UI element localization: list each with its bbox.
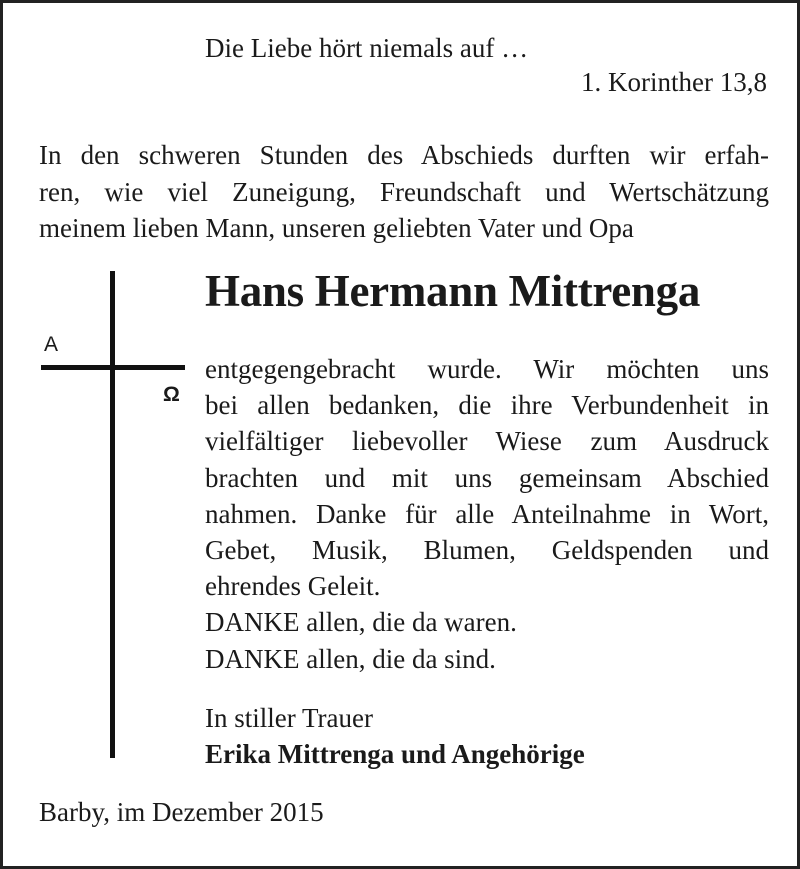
- body-text: [205, 351, 769, 677]
- intro-line: ren, wie viel Zuneigung, Freundschaft und Wertschätzung: [39, 176, 769, 207]
- intro-text: [39, 137, 769, 247]
- deceased-name: Hans Hermann Mittrenga: [205, 266, 701, 316]
- body-line: DANKE allen, die da sind.: [205, 643, 496, 674]
- motto-source: 1. Korinther 13,8: [581, 67, 767, 97]
- signature: Erika Mittrenga und Angehörige: [205, 739, 585, 769]
- motto-quote: Die Liebe hört niemals auf …: [205, 33, 529, 63]
- body-line: bei allen bedanken, die ihre Verbundenheit in: [205, 390, 769, 421]
- body-line: DANKE allen, die da waren.: [205, 607, 517, 638]
- alpha-symbol: A: [44, 333, 59, 356]
- body-line: brachten und mit uns gemeinsam Abschied: [205, 462, 769, 493]
- closing-block: [205, 700, 585, 772]
- closing-phrase: In stiller Trauer: [205, 703, 373, 733]
- cross-horizontal-bar: [41, 365, 185, 370]
- body-line: vielfältiger liebevoller Wiese zum Ausdruck: [205, 426, 769, 457]
- body-line: Gebet, Musik, Blumen, Geldspenden und: [205, 535, 769, 566]
- cross-vertical-bar: [110, 271, 115, 758]
- body-line: nahmen. Danke für alle Anteilnahme in Wort,: [205, 498, 769, 529]
- body-line: ehrendes Geleit.: [205, 571, 381, 602]
- omega-symbol: Ω: [163, 383, 180, 406]
- place-date: Barby, im Dezember 2015: [39, 797, 324, 827]
- body-line: entgegengebracht wurde. Wir möchten uns: [205, 354, 769, 384]
- intro-line: meinem lieben Mann, unseren geliebten Vater und Opa: [39, 213, 634, 243]
- intro-line: In den schweren Stunden des Abschieds durften wir erfah-: [39, 140, 769, 170]
